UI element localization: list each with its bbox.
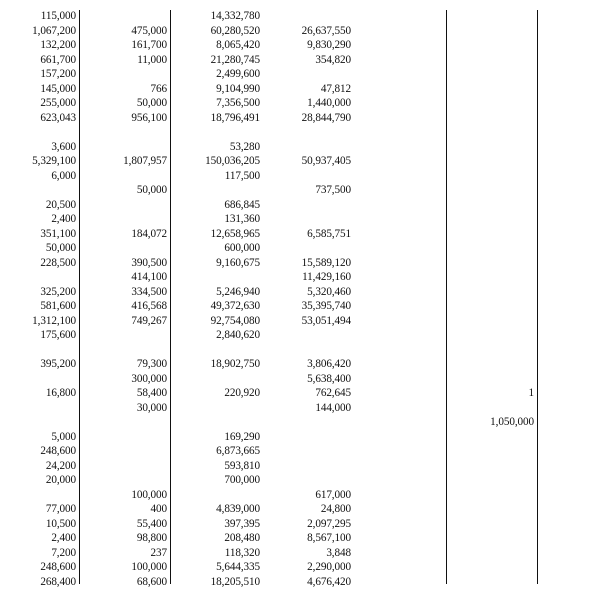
table-cell: 8,567,100 (307, 532, 351, 544)
table-cell: 50,000 (45, 242, 76, 254)
table-cell: 2,097,295 (307, 517, 351, 530)
table-cell: 15,589,120 (301, 256, 351, 269)
table-cell: 2,400 (51, 213, 76, 225)
table-cell: 157,200 (40, 68, 76, 80)
table-cell: 2,499,600 (216, 68, 260, 80)
table-cell: 184,072 (131, 227, 167, 240)
table-cell: 18,796,491 (210, 111, 260, 124)
table-row (0, 502, 600, 517)
table-cell: 12,658,965 (210, 227, 260, 240)
table-cell: 766 (150, 82, 167, 95)
table-cell: 5,638,400 (307, 372, 351, 385)
table-cell: 18,205,510 (210, 575, 260, 588)
table-cell: 749,267 (131, 314, 167, 327)
table-row (0, 140, 600, 155)
table-cell: 414,100 (131, 271, 167, 283)
table-cell: 737,500 (315, 184, 351, 196)
table-cell: 9,160,675 (216, 256, 260, 269)
table-row (0, 111, 600, 126)
table-cell: 334,500 (131, 285, 167, 298)
table-cell: 145,000 (40, 82, 76, 95)
table-cell: 1,440,000 (307, 97, 351, 109)
table-cell: 6,585,751 (307, 227, 351, 240)
table-cell: 77,000 (45, 503, 76, 515)
table-cell: 397,395 (224, 517, 260, 530)
table-row (0, 9, 600, 24)
table-cell: 2,840,620 (216, 329, 260, 341)
table-cell: 1,067,200 (32, 24, 76, 37)
table-body (0, 9, 600, 589)
table-row (0, 444, 600, 459)
table-row (0, 560, 600, 575)
table-cell: 144,000 (315, 401, 351, 414)
table-cell: 161,700 (131, 39, 167, 51)
table-cell: 50,000 (136, 184, 167, 196)
table-cell: 351,100 (40, 227, 76, 240)
table-cell: 208,480 (224, 532, 260, 544)
table-cell: 47,812 (320, 82, 351, 95)
table-cell: 400 (150, 503, 167, 515)
table-cell: 132,200 (40, 39, 76, 51)
table-row (0, 24, 600, 39)
table-cell: 49,372,630 (210, 300, 260, 312)
table-row (0, 227, 600, 242)
table-cell: 6,873,665 (216, 445, 260, 457)
table-cell: 395,200 (40, 358, 76, 370)
table-cell: 117,500 (224, 169, 260, 182)
table-row (0, 575, 600, 590)
table-cell: 617,000 (315, 488, 351, 501)
table-cell: 21,280,745 (210, 53, 260, 66)
table-cell: 325,200 (40, 285, 76, 298)
table-cell: 50,000 (136, 97, 167, 109)
table-cell: 18,902,750 (210, 358, 260, 370)
table-cell: 11,429,160 (302, 271, 351, 283)
table-cell: 248,600 (40, 445, 76, 457)
table-cell: 100,000 (131, 488, 167, 501)
table-row (0, 546, 600, 561)
table-row (0, 401, 600, 416)
table-cell: 28,844,790 (301, 111, 351, 124)
table-cell: 24,200 (45, 459, 76, 472)
table-cell: 661,700 (40, 53, 76, 66)
table-cell: 98,800 (136, 532, 167, 544)
table-row (0, 430, 600, 445)
table-cell: 255,000 (40, 97, 76, 109)
table-cell: 60,280,520 (210, 24, 260, 37)
table-cell: 1,807,957 (123, 155, 167, 167)
table-row (0, 125, 600, 140)
table-cell: 53,280 (229, 140, 260, 153)
table-cell: 1,312,100 (32, 314, 76, 327)
table-cell: 5,246,940 (216, 285, 260, 298)
table-cell: 131,360 (224, 213, 260, 225)
table-cell: 1 (528, 387, 534, 399)
table-row (0, 183, 600, 198)
table-cell: 26,637,550 (301, 24, 351, 37)
table-cell: 24,800 (320, 503, 351, 515)
table-row (0, 154, 600, 169)
table-row (0, 473, 600, 488)
table-cell: 228,500 (40, 256, 76, 269)
table-cell: 623,043 (40, 111, 76, 124)
table-cell: 8,065,420 (216, 39, 260, 51)
table-row (0, 241, 600, 256)
table-cell: 416,568 (131, 300, 167, 312)
table-row (0, 328, 600, 343)
table-cell: 7,356,500 (216, 97, 260, 109)
table-cell: 4,676,420 (307, 575, 351, 588)
table-cell: 9,830,290 (307, 39, 351, 51)
table-cell: 9,104,990 (216, 82, 260, 95)
table-cell: 2,400 (51, 532, 76, 544)
table-cell: 354,820 (315, 53, 351, 66)
table-cell: 4,839,000 (216, 503, 260, 515)
table-cell: 3,600 (51, 140, 76, 153)
table-cell: 593,810 (224, 459, 260, 472)
table-cell: 150,036,205 (205, 155, 260, 167)
table-cell: 100,000 (131, 561, 167, 573)
table-cell: 3,806,420 (307, 358, 351, 370)
table-cell: 20,500 (45, 198, 76, 211)
table-cell: 6,000 (51, 169, 76, 182)
table-cell: 2,290,000 (307, 561, 351, 573)
table-row (0, 488, 600, 503)
table-cell: 58,400 (136, 387, 167, 399)
table-row (0, 169, 600, 184)
table-row (0, 357, 600, 372)
table-row (0, 198, 600, 213)
table-cell: 5,320,460 (307, 285, 351, 298)
table-cell: 14,332,780 (210, 10, 260, 22)
table-cell: 300,000 (131, 372, 167, 385)
table-cell: 7,200 (51, 546, 76, 559)
table-row (0, 459, 600, 474)
table-cell: 55,400 (136, 517, 167, 530)
table-cell: 10,500 (45, 517, 76, 530)
table-row (0, 53, 600, 68)
table-row (0, 343, 600, 358)
table-row (0, 82, 600, 97)
table-cell: 50,937,405 (301, 155, 351, 167)
table-cell: 53,051,494 (301, 314, 351, 327)
table-row (0, 270, 600, 285)
table-row (0, 212, 600, 227)
table-row (0, 386, 600, 401)
table-cell: 220,920 (224, 387, 260, 399)
table-row (0, 517, 600, 532)
table-cell: 700,000 (224, 474, 260, 486)
table-cell: 3,848 (326, 546, 351, 559)
table-cell: 169,290 (224, 430, 260, 443)
table-cell: 20,000 (45, 474, 76, 486)
table-cell: 762,645 (315, 387, 351, 399)
table-row (0, 67, 600, 82)
table-cell: 35,395,740 (301, 300, 351, 312)
table-cell: 16,800 (45, 387, 76, 399)
table-cell: 268,400 (40, 575, 76, 588)
table-cell: 68,600 (136, 575, 167, 588)
table-cell: 5,000 (51, 430, 76, 443)
table-row (0, 256, 600, 271)
table-row (0, 285, 600, 300)
table-row (0, 531, 600, 546)
table-row (0, 314, 600, 329)
table-cell: 581,600 (40, 300, 76, 312)
table-row (0, 299, 600, 314)
table-cell: 237 (150, 546, 167, 559)
table-cell: 30,000 (136, 401, 167, 414)
table-row (0, 372, 600, 387)
table-cell: 175,600 (40, 329, 76, 341)
table-cell: 390,500 (131, 256, 167, 269)
table-cell: 92,754,080 (210, 314, 260, 327)
table-cell: 118,320 (224, 546, 260, 559)
table-cell: 5,329,100 (32, 155, 76, 167)
table-row (0, 415, 600, 430)
table-cell: 956,100 (131, 111, 167, 124)
table-cell: 686,845 (224, 198, 260, 211)
table-row (0, 38, 600, 53)
table-cell: 248,600 (40, 561, 76, 573)
table-cell: 1,050,000 (490, 416, 534, 428)
table-cell: 5,644,335 (216, 561, 260, 573)
table-cell: 115,000 (40, 10, 76, 22)
table-row (0, 96, 600, 111)
table-cell: 600,000 (224, 242, 260, 254)
table-cell: 475,000 (131, 24, 167, 37)
table-cell: 79,300 (136, 358, 167, 370)
table-cell: 11,000 (137, 53, 167, 66)
